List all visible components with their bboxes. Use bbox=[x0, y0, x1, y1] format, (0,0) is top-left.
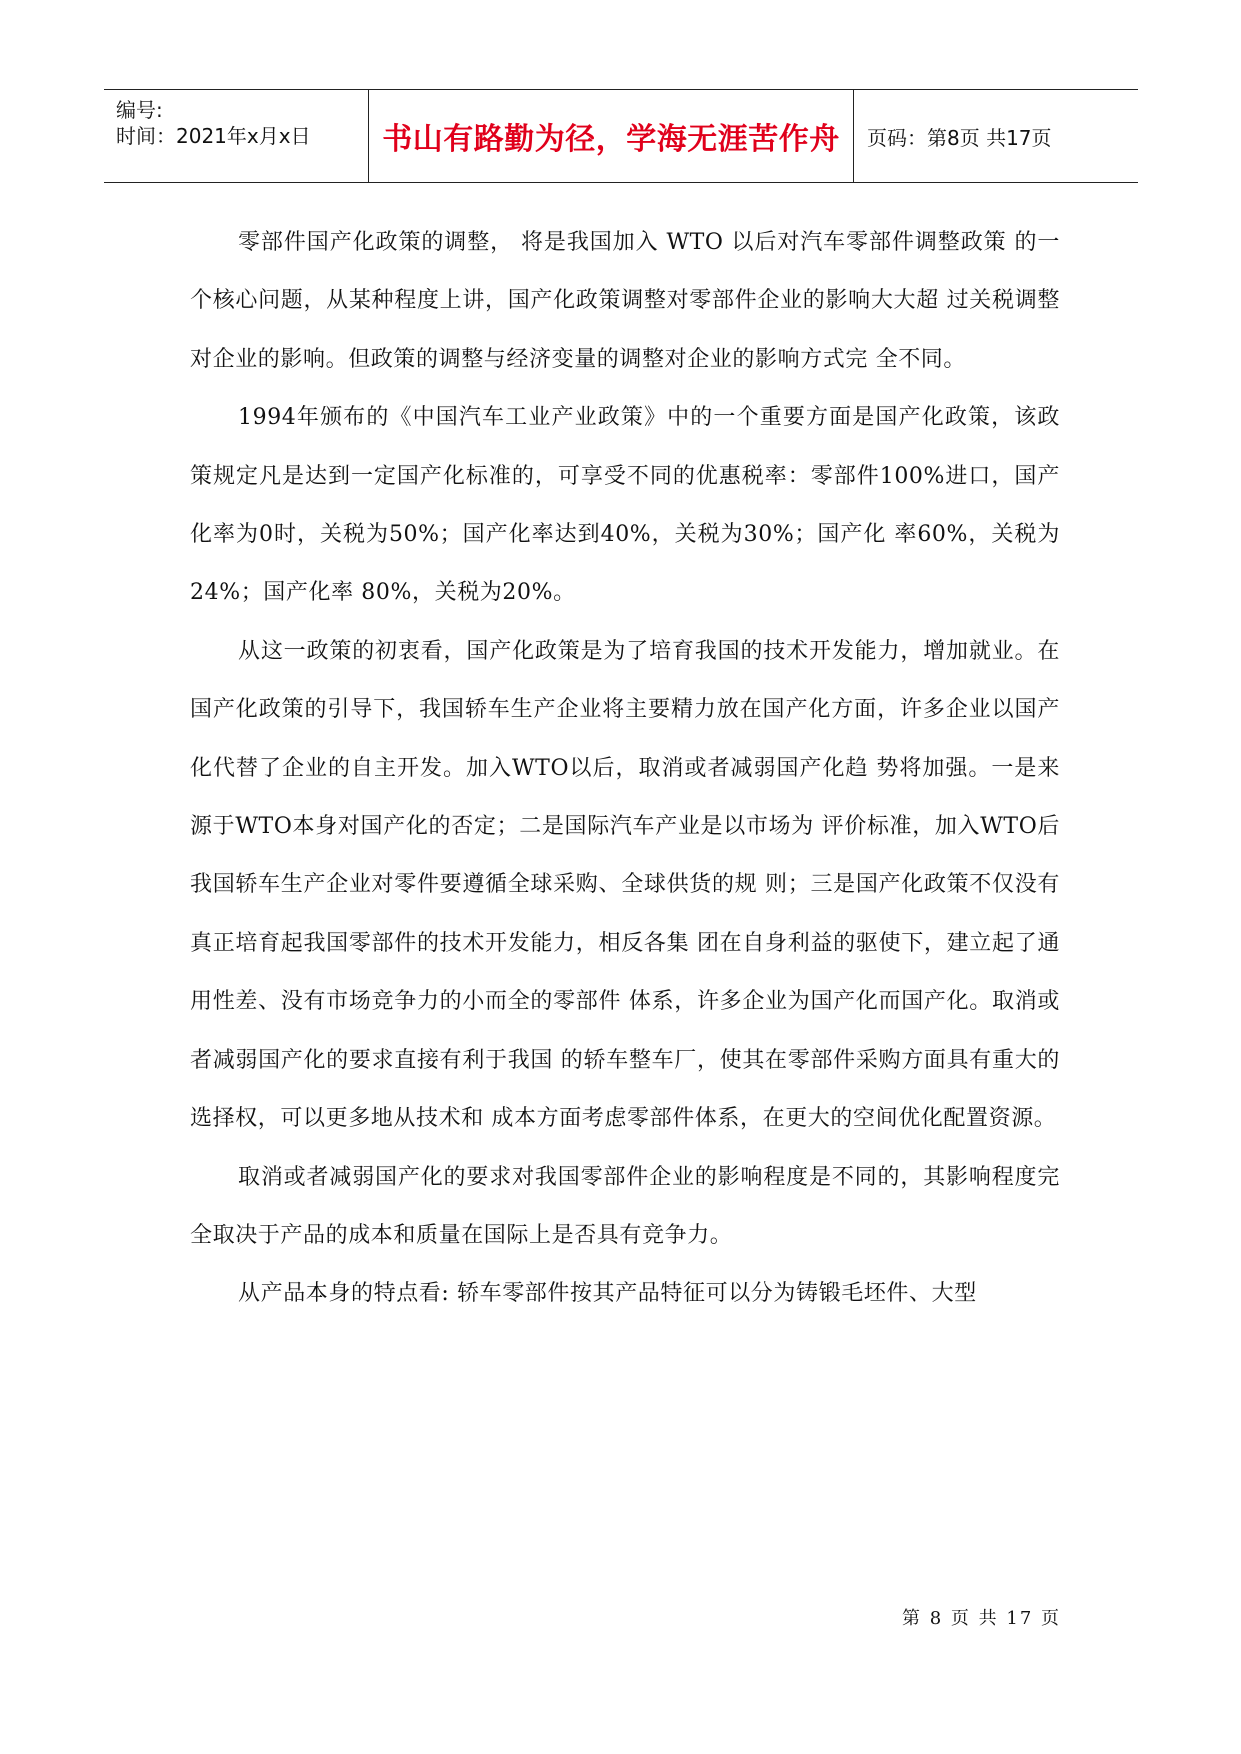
paragraph: 1994年颁布的《中国汽车工业产业政策》中的一个重要方面是国产化政策，该政策规定凡是达到一定国产化标准的，可享受不同的优惠税率：零部件100%进口，国产化率为0时，关税为50%；国产化率达到40%，关税为30%；国产化 率60%，关税为24%；国产化率 80%，关税为20%。 bbox=[190, 405, 1060, 606]
document-number-label: 编号: bbox=[116, 98, 163, 122]
header-motto-cell bbox=[369, 90, 854, 182]
header-page-info: 页码：第8页 共17页 bbox=[867, 125, 1052, 150]
paragraph: 零部件国产化政策的调整， 将是我国加入 WTO 以后对汽车零部件调整政策 的一个核心问题，从某种程度上讲，国产化政策调整对零部件企业的影响大大超 过关税调整对企业的影响。但政策的调整与经济变量的调整对企业的影响方式完 全不同。 bbox=[190, 230, 1060, 372]
document-header bbox=[104, 89, 1138, 183]
motto-text: 书山有路勤为径，学海无涯苦作舟 bbox=[382, 122, 840, 157]
document-time-label: 时间：2021年x月x日 bbox=[116, 124, 311, 148]
header-page-cell bbox=[855, 90, 1138, 182]
paragraph: 从这一政策的初衷看，国产化政策是为了培育我国的技术开发能力，增加就业。在国产化政策的引导下，我国轿车生产企业将主要精力放在国产化方面，许多企业以国产化代替了企业的自主开发。加入WTO以后，取消或者减弱国产化趋 势将加强。一是来源于WTO本身对国产化的否定；二是国际汽车产业是以市场为 评价标准，加入WTO后我国轿车生产企业对零件要遵循全球采购、全球供货的规 则；三是国产化政策不仅没有真正培育起我国零部件的技术开发能力，相反各集 团在自身利益的驱使下，建立起了通用性差、没有市场竞争力的小而全的零部件 体系，许多企业为国产化而国产化。取消或者减弱国产化的要求直接有利于我国 的轿车整车厂，使其在零部件采购方面具有重大的选择权，可以更多地从技术和 成本方面考虑零部件体系，在更大的空间优化配置资源。 bbox=[190, 638, 1060, 1132]
header-meta-cell bbox=[104, 90, 369, 182]
paragraph: 从产品本身的特点看: 轿车零部件按其产品特征可以分为铸锻毛坯件、大型 bbox=[238, 1281, 977, 1307]
page-footer: 第 8 页 共 17 页 bbox=[902, 1608, 1061, 1629]
document-body bbox=[190, 214, 1060, 1324]
paragraph: 取消或者减弱国产化的要求对我国零部件企业的影响程度是不同的，其影响程度完全取决于产品的成本和质量在国际上是否具有竞争力。 bbox=[190, 1164, 1060, 1248]
